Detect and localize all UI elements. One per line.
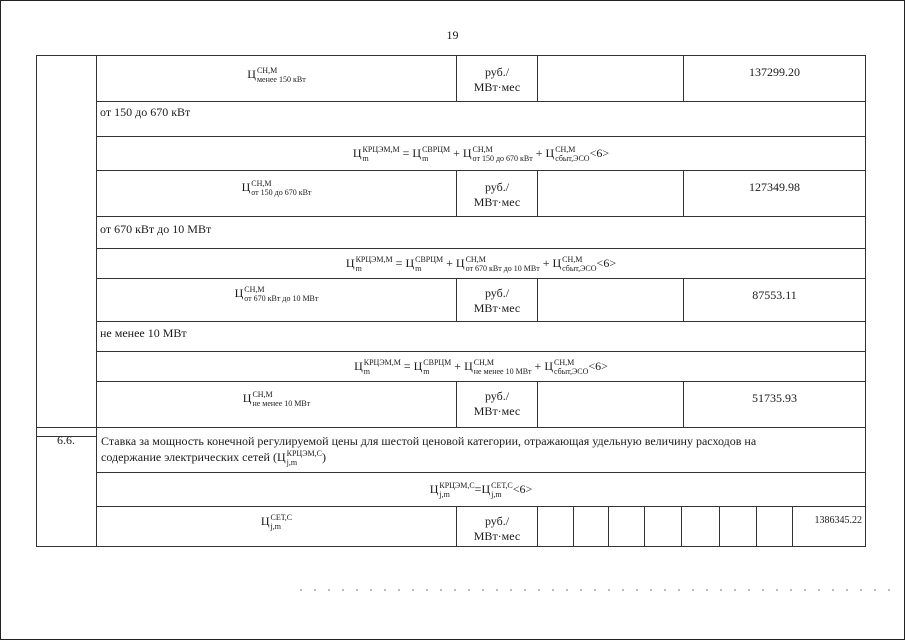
empty-cell [537, 170, 684, 217]
section-heading-cell [96, 321, 866, 352]
row-number-cell [36, 427, 97, 547]
unit-line-1: руб./ [484, 65, 510, 79]
unit-cell [456, 381, 538, 428]
tariff-value: 87553.11 [752, 288, 797, 302]
unit-line-2: МВт·мес [473, 195, 521, 209]
tariff-value: 1386345.22 [814, 515, 862, 526]
empty-cell [537, 278, 684, 322]
unit-line-1: руб./ [484, 389, 510, 403]
unit-cell [456, 55, 538, 102]
unit-cell [456, 170, 538, 217]
tariff-value: 137299.20 [749, 65, 800, 79]
symbol-formula: Ц СН,М от 150 до 670 кВт [241, 179, 312, 197]
section-heading-cell [96, 101, 866, 137]
empty-cell [719, 506, 757, 547]
section-heading: от 670 кВт до 10 МВт [100, 222, 212, 236]
unit-line-1: руб./ [484, 286, 510, 300]
row-number-cell [36, 55, 97, 437]
value-cell [683, 278, 866, 322]
value-cell [683, 170, 866, 217]
unit-line-2: МВт·мес [473, 301, 521, 315]
tariff-value: 51735.93 [752, 391, 797, 405]
unit-line-2: МВт·мес [473, 80, 521, 94]
empty-cell [608, 506, 645, 547]
formula-cell [96, 248, 866, 279]
formula-cell [96, 136, 866, 171]
symbol-cell [96, 506, 457, 547]
tariff-value: 127349.98 [749, 180, 800, 194]
symbol-cell [96, 170, 457, 217]
empty-cell [681, 506, 720, 547]
symbol-formula: Ц СЕТ,С j,m [260, 513, 293, 531]
formula: Ц КРЦЭМ,М m = Ц СВРЦМ m + Ц СН,М не менее 10 МВт + Ц СН,М сбыт,ЭСО <6> [354, 358, 608, 376]
formula-cell [96, 351, 866, 382]
symbol-formula: Ц СН,М не менее 10 МВт [242, 390, 311, 408]
symbol-cell [96, 278, 457, 322]
unit-cell [456, 506, 538, 547]
symbol-formula: Ц СН,М от 670 кВт до 10 МВт [234, 285, 319, 303]
empty-cell [537, 381, 684, 428]
empty-cell [537, 506, 574, 547]
unit-line-1: руб./ [484, 514, 510, 528]
value-cell [683, 381, 866, 428]
unit-line-2: МВт·мес [473, 404, 521, 418]
symbol-formula: Ц СН,М менее 150 кВт [247, 66, 306, 84]
page-number: 19 [446, 28, 459, 42]
row-number: 6.6. [57, 433, 75, 447]
section-heading-cell [96, 216, 866, 249]
empty-cell [644, 506, 682, 547]
symbol-cell [96, 55, 457, 102]
section-heading: не менее 10 МВт [100, 326, 187, 340]
unit-line-1: руб./ [484, 180, 510, 194]
empty-cell [756, 506, 793, 547]
formula-cell [96, 472, 866, 507]
section-heading: от 150 до 670 кВт [100, 105, 191, 119]
description-text: Ставка за мощность конечной регулируемой цены для шестой ценовой категории, отражающая удельную величину расходов на содержание электрических сетей (Ц КРЦЭМ,С j,m ) [101, 434, 757, 467]
unit-line-2: МВт·мес [473, 529, 521, 543]
empty-cell [537, 55, 684, 102]
scan-noise [300, 589, 900, 591]
unit-cell [456, 278, 538, 322]
formula: Ц КРЦЭМ,М m = Ц СВРЦМ m + Ц СН,М от 670 кВт до 10 МВт + Ц СН,М сбыт,ЭСО <6> [345, 255, 617, 273]
empty-cell [573, 506, 609, 547]
value-cell [792, 506, 866, 547]
formula: Ц КРЦЭМ,М m = Ц СВРЦМ m + Ц СН,М от 150 до 670 кВт + Ц СН,М сбыт,ЭСО <6> [352, 145, 610, 163]
description-cell [96, 427, 866, 473]
value-cell [683, 55, 866, 102]
formula: Ц КРЦЭМ,С j,m =Ц СЕТ,С j,m <6> [429, 481, 533, 499]
symbol-cell [96, 381, 457, 428]
